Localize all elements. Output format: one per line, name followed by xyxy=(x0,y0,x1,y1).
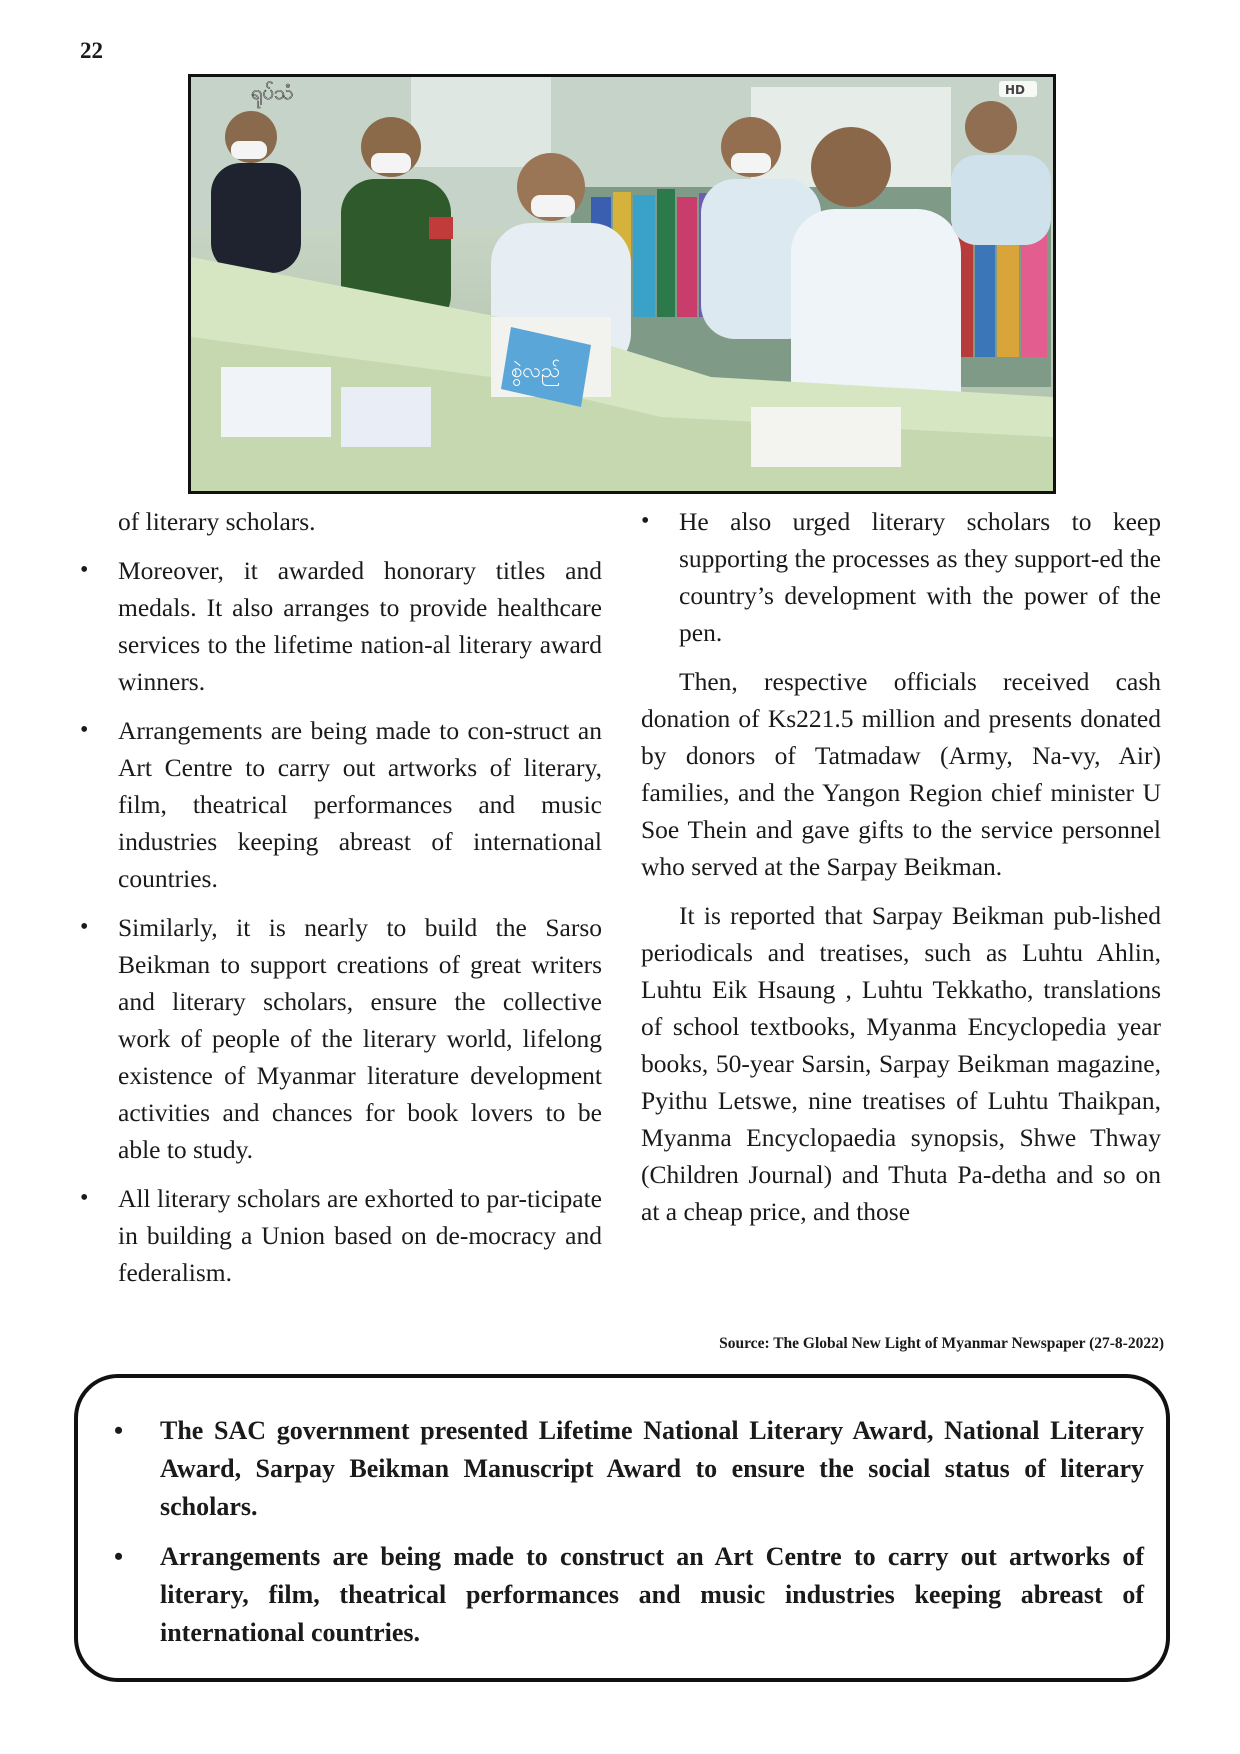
photo-sign-text: စွဲလည် xyxy=(511,358,561,382)
page-number: 22 xyxy=(80,38,103,63)
list-item: • Arrangements are being made to con-struct an Art Centre to carry out artworks of literary, film, theatrical performances and music industries keeping abreast of international countries. xyxy=(80,712,602,897)
tv-channel-logo: ရုပ်သံ xyxy=(251,80,294,104)
right-column xyxy=(641,503,1161,1242)
paragraph: It is reported that Sarpay Beikman pub-lished periodicals and treatises, such as Luhtu Ahlin, Luhtu Eik Hsaung , Luhtu Tekkatho, translations of school textbooks, Myanma Encyclopedia year books, 50-year Sarsin, Sarpay Beikman magazine, Pyithu Letswe, nine treatises of Luhtu Thaikpan, Myanma Encyclopaedia synopsis, Shwe Thway (Children Journal) and Thuta Pa-detha and so on at a cheap price, and those xyxy=(641,901,1161,1226)
photo-illustration xyxy=(191,77,1053,491)
source-citation: Source: The Global New Light of Myanmar Newspaper (27-8-2022) xyxy=(719,1335,1164,1352)
news-photo xyxy=(188,74,1056,494)
continuation-text: of literary scholars. xyxy=(118,507,316,536)
right-bullet-list xyxy=(641,503,1161,651)
hd-badge: HD xyxy=(1005,83,1026,97)
left-bullet-list xyxy=(80,552,602,1291)
summary-box xyxy=(74,1374,1170,1682)
list-item: • Similarly, it is nearly to build the Sarso Beikman to support creations of great writers and literary scholars, ensure the collective work of people of the literary world, lifelong existence of Myanmar literature development activities and chances for book lovers to be able to study. xyxy=(80,909,602,1168)
summary-list xyxy=(100,1412,1144,1652)
left-column xyxy=(80,503,602,1303)
paragraph: Then, respective officials received cash donation of Ks221.5 million and presents donated by donors of Tatmadaw (Army, Na-vy, Air) families, and the Yangon Region chief minister U Soe Thein and gave gifts to the service personnel who served at the Sarpay Beikman. xyxy=(641,667,1161,881)
list-item: • Moreover, it awarded honorary titles and medals. It also arranges to provide healthcare services to the lifetime nation-al literary award winners. xyxy=(80,552,602,700)
list-item: • All literary scholars are exhorted to par-ticipate in building a Union based on de-mocracy and federalism. xyxy=(80,1180,602,1291)
summary-item: • Arrangements are being made to construct an Art Centre to carry out artworks of literary, film, theatrical performances and music industries keeping abreast of international countries. xyxy=(100,1538,1144,1652)
list-item: • He also urged literary scholars to keep supporting the processes as they support-ed the country’s development with the power of the pen. xyxy=(641,503,1161,651)
summary-item: • The SAC government presented Lifetime National Literary Award, National Literary Award, Sarpay Beikman Manuscript Award to ensure the social status of literary scholars. xyxy=(100,1412,1144,1526)
